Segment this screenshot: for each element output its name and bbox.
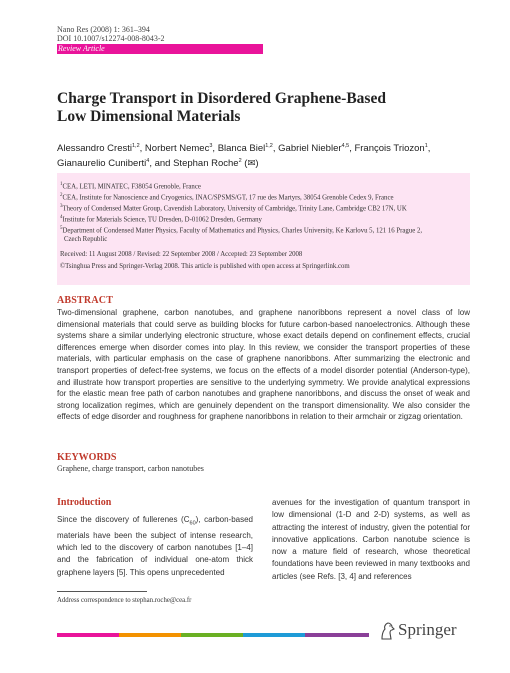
- affil-text: CEA, Institute for Nanoscience and Cryogenics, INAC/SPSMS/GT, 17 rue des Martyrs, 38054 Grenoble Cedex 9, France: [62, 194, 394, 202]
- abstract-heading: ABSTRACT: [57, 295, 114, 306]
- affiliation-5: [60, 224, 468, 235]
- author-affil-mark: 3: [209, 143, 213, 149]
- footnote-rule: [57, 591, 147, 592]
- dates-line: Received: 11 August 2008 / Revised: 22 September 2008 / Accepted: 23 September 2008: [60, 251, 303, 258]
- color-bar-segment: [243, 633, 305, 637]
- color-bar-segment: [305, 633, 369, 637]
- author-name: Norbert Nemec: [144, 143, 210, 155]
- envelope-icon: (✉): [244, 158, 259, 170]
- color-bar-segment: [57, 633, 119, 637]
- author-list: Alessandro Cresti$^{1,2}$, Norbert Nemec$^3$, Blanca Biel$^{1,2}$, Gabriel Niebler$^{4,5}$, François Triozon$^1$, Gianaurelio Cuniberti$^4$, and Stephan Roche$^2$ (✉): [57, 143, 431, 170]
- footnote: Address correspondence to stephan.roche@cea.fr: [57, 597, 192, 604]
- author-name: François Triozon: [354, 143, 425, 155]
- copyright-line: ©Tsinghua Press and Springer-Verlag 2008. This article is published with open access at Springerlink.com: [60, 263, 350, 270]
- intro-column-1: [57, 514, 253, 579]
- affil-text: CEA, LETI, MINATEC, F38054 Grenoble, France: [62, 183, 201, 191]
- intro-column-2: avenues for the investigation of quantum transport in low dimensional (1-D and 2-D) systems, as well as attracting the interest of industry, given the potential for innovative applications. Carbon nanotube science is now a mature field of research, whose theoretical foundations have been reviewed in many textbooks and articles (see Refs. [3, 4] and references: [272, 498, 470, 581]
- affil-text: Institute for Materials Science, TU Dresden, D-01062 Dresden, Germany: [62, 216, 262, 224]
- intro-text: Since the discovery of fullerenes (C: [57, 515, 190, 524]
- affil-number: 4: [60, 215, 63, 220]
- intro-text: ), carbon-based materials have been the subject of intense research, which led to the discovery of carbon nanotubes [1–4] and the fabrication of individual one-atom thick graphene layers [5]. This opens unprecedented: [57, 515, 254, 577]
- author-affil-mark: 1: [424, 143, 428, 149]
- journal-line: Nano Res (2008) 1: 361–394: [57, 25, 150, 34]
- author-affil-mark: 4: [146, 158, 150, 165]
- author-affil-mark: 4,5: [341, 143, 350, 149]
- affil-number: 5: [60, 226, 63, 231]
- affil-text: Department of Condensed Matter Physics, Faculty of Mathematics and Physics, Charles University, Ke Karlovu 5, 121 16 Prague 2,: [62, 227, 423, 235]
- title-line-2: Low Dimensional Materials: [57, 108, 241, 125]
- affil-number: 3: [60, 204, 63, 209]
- author-name: Stephan Roche: [173, 158, 239, 170]
- affil-text: Czech Republic: [64, 236, 108, 243]
- author-conjunction: and: [154, 158, 171, 170]
- author-name: Gianaurelio Cuniberti: [57, 158, 147, 170]
- affiliation-5-cont: [64, 235, 472, 244]
- doi-line: DOI 10.1007/s12274-008-8043-2: [57, 34, 165, 43]
- affiliation-3: [60, 202, 468, 213]
- abstract-text: Two-dimensional graphene, carbon nanotubes, and graphene nanoribbons represent a novel class of low dimensional materials that could serve as building blocks for future carbon-based nanoelectronics. Although these systems share a similar underlying electronic structure, whose exact details depend on confinement effects, crucial differences emerge when disorder comes into play. In this review, we consider the transport properties of these materials, with particular emphasis on the case of graphene nanoribbons. After summarizing the electronic and transport properties of defect-free systems, we focus on the effects of a model disorder potential (Anderson-type), and illustrate how transport properties are sensitive to the underlying symmetry. We provide analytical expressions for the elastic mean free path of carbon nanotubes and graphene nanoribbons, and discuss the onset of weak and strong localization regimes, which are genuinely dependent on the transport dimensionality. We also consider the effects of edge disorder and roughness for graphene nanoribbons in relation to their armchair or zigzag orientation.: [57, 308, 470, 422]
- keywords-heading: KEYWORDS: [57, 452, 117, 463]
- article-title: [57, 90, 457, 126]
- color-bar-segment: [119, 633, 181, 637]
- affil-number: 2: [60, 193, 63, 198]
- author-affil-mark: 1,2: [131, 143, 140, 149]
- author-affil-mark: 1,2: [265, 143, 273, 149]
- publisher-logo-text: Springer: [398, 620, 457, 639]
- author-name: Alessandro Cresti: [57, 143, 132, 155]
- author-name: Blanca Biel: [217, 143, 266, 155]
- article-type-label: Review Article: [58, 44, 105, 53]
- intro-heading: Introduction: [57, 497, 112, 508]
- intro-subscript: 60: [189, 520, 196, 527]
- affil-text: Theory of Condensed Matter Group, Cavendish Laboratory, University of Cambridge, Trinity Lane, Cambridge CB2 17N, UK: [62, 205, 407, 213]
- affil-number: 1: [60, 182, 63, 187]
- affiliation-4: [60, 213, 468, 224]
- author-affil-mark: 2: [238, 158, 242, 165]
- color-bar-segment: [181, 633, 243, 637]
- springer-horse-icon: [379, 622, 395, 641]
- keywords-text: Graphene, charge transport, carbon nanotubes: [57, 464, 204, 473]
- affiliation-2: [60, 191, 468, 202]
- author-name: Gabriel Niebler: [278, 143, 342, 155]
- title-line-1: Charge Transport in Disordered Graphene-Based: [57, 90, 386, 107]
- affiliation-1: [60, 180, 468, 191]
